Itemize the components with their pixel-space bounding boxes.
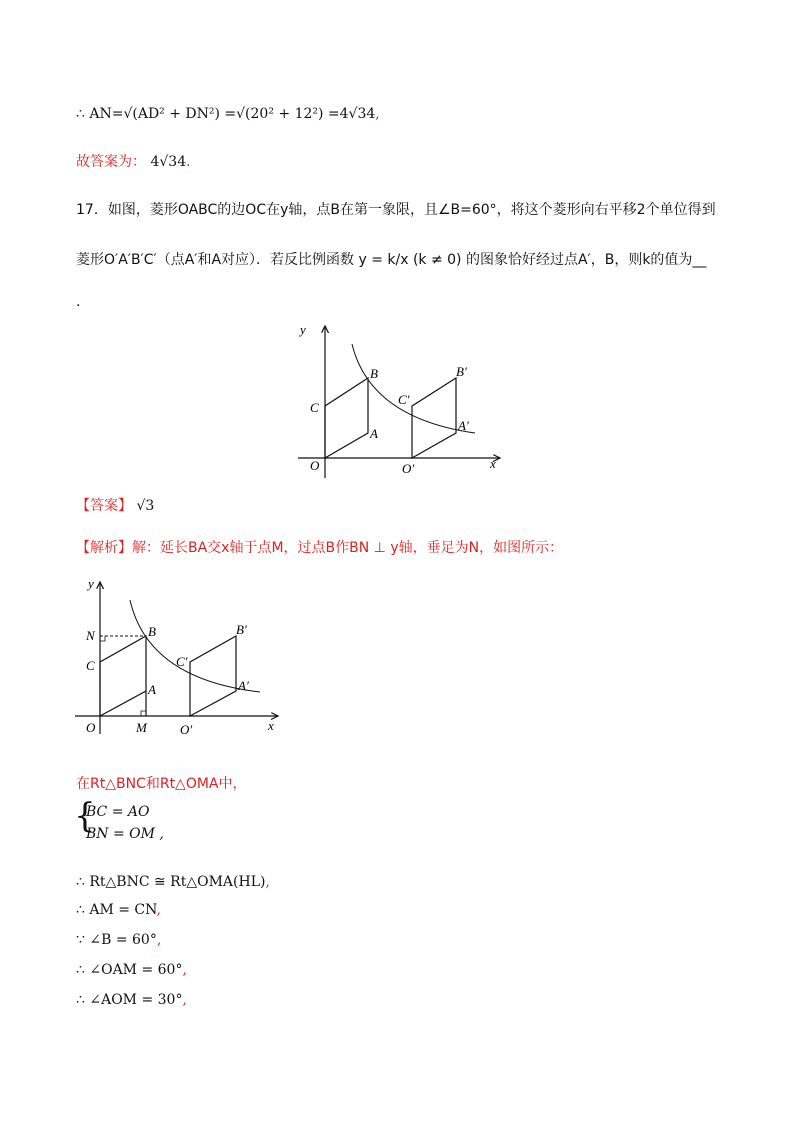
answer-text: √3 — [136, 498, 155, 514]
step-2-text: ∴ AM = CN — [76, 902, 157, 918]
label-b-prime: B′ — [236, 622, 247, 637]
label-y: y — [300, 322, 306, 337]
label-c: C — [310, 400, 319, 415]
right-angle-m — [141, 711, 146, 716]
system-brace: { — [74, 796, 96, 836]
system-line-2: BN = OM , — [86, 826, 164, 842]
answer-prefix: 故答案为： — [76, 154, 146, 170]
step-1-text: ∴ Rt△BNC ≅ Rt△OMA(HL) — [76, 874, 266, 890]
step-2: ∴ AM = CN, — [76, 902, 161, 918]
figure-rhombus-2 — [70, 574, 285, 740]
label-n: N — [86, 628, 95, 643]
rhombus-oabc — [100, 636, 146, 716]
label-o: O — [310, 458, 320, 473]
answer-line — [76, 152, 191, 172]
an-formula: ∴ AN=√(AD² + DN²) =√(20² + 12²) =4√34 — [76, 106, 376, 122]
system-line-1: BC = AO — [86, 804, 150, 820]
label-a-prime: A′ — [458, 418, 469, 433]
label-y: y — [88, 576, 94, 591]
comma-mark: , — [375, 106, 380, 122]
label-b-prime: B′ — [456, 364, 467, 379]
label-o-prime: O′ — [402, 461, 415, 476]
period-mark: . — [186, 154, 191, 170]
analysis-text: 解：延长BA交x轴于点M，过点B作BN ⊥ y轴，垂足为N，如图所示： — [132, 540, 564, 556]
label-b: B — [148, 624, 156, 639]
question-17-line3: . — [76, 294, 81, 310]
label-m: M — [136, 720, 147, 735]
answer-label: 【答案】 — [76, 498, 132, 514]
an-formula-line — [76, 104, 380, 124]
answer-value: 4√34 — [150, 154, 187, 170]
label-c-prime: C′ — [176, 654, 188, 669]
label-x: x — [490, 456, 496, 471]
right-angle-n — [100, 636, 105, 641]
in-triangles-line: 在Rt△BNC和Rt△OMA中， — [76, 776, 247, 792]
label-c: C — [86, 658, 95, 673]
step-3: ∵ ∠B = 60°, — [76, 932, 162, 948]
label-a: A — [370, 426, 378, 441]
step-1: ∴ Rt△BNC ≅ Rt△OMA(HL), — [76, 874, 270, 890]
label-b: B — [370, 366, 378, 381]
label-a-prime: A′ — [238, 678, 249, 693]
label-x: x — [268, 718, 274, 733]
step-4-text: ∴ ∠OAM = 60° — [76, 962, 183, 978]
rhombus-oabc — [325, 378, 368, 458]
analysis-label: 【解析】 — [76, 540, 132, 556]
label-o: O — [86, 720, 96, 735]
label-c-prime: C′ — [398, 392, 410, 407]
step-5: ∴ ∠AOM = 30°, — [76, 992, 187, 1008]
figure-rhombus-1 — [290, 318, 510, 486]
step-4: ∴ ∠OAM = 60°, — [76, 962, 187, 978]
answer-block — [76, 496, 154, 516]
question-17-line2: 菱形O′A′B′C′（点A′和A对应）．若反比例函数 y = k/x (k ≠ 0) 的图象恰好经过点A′，B，则k的值为__ — [76, 252, 707, 268]
label-o-prime: O′ — [180, 722, 193, 737]
question-17-line1: 17．如图，菱形OABC的边OC在y轴，点B在第一象限，且∠B=60°，将这个菱形向右平移2个单位得到 — [76, 202, 716, 218]
analysis-line — [76, 538, 563, 558]
step-3-text: ∵ ∠B = 60° — [76, 932, 157, 948]
label-a: A — [148, 682, 156, 697]
step-5-text: ∴ ∠AOM = 30° — [76, 992, 183, 1008]
